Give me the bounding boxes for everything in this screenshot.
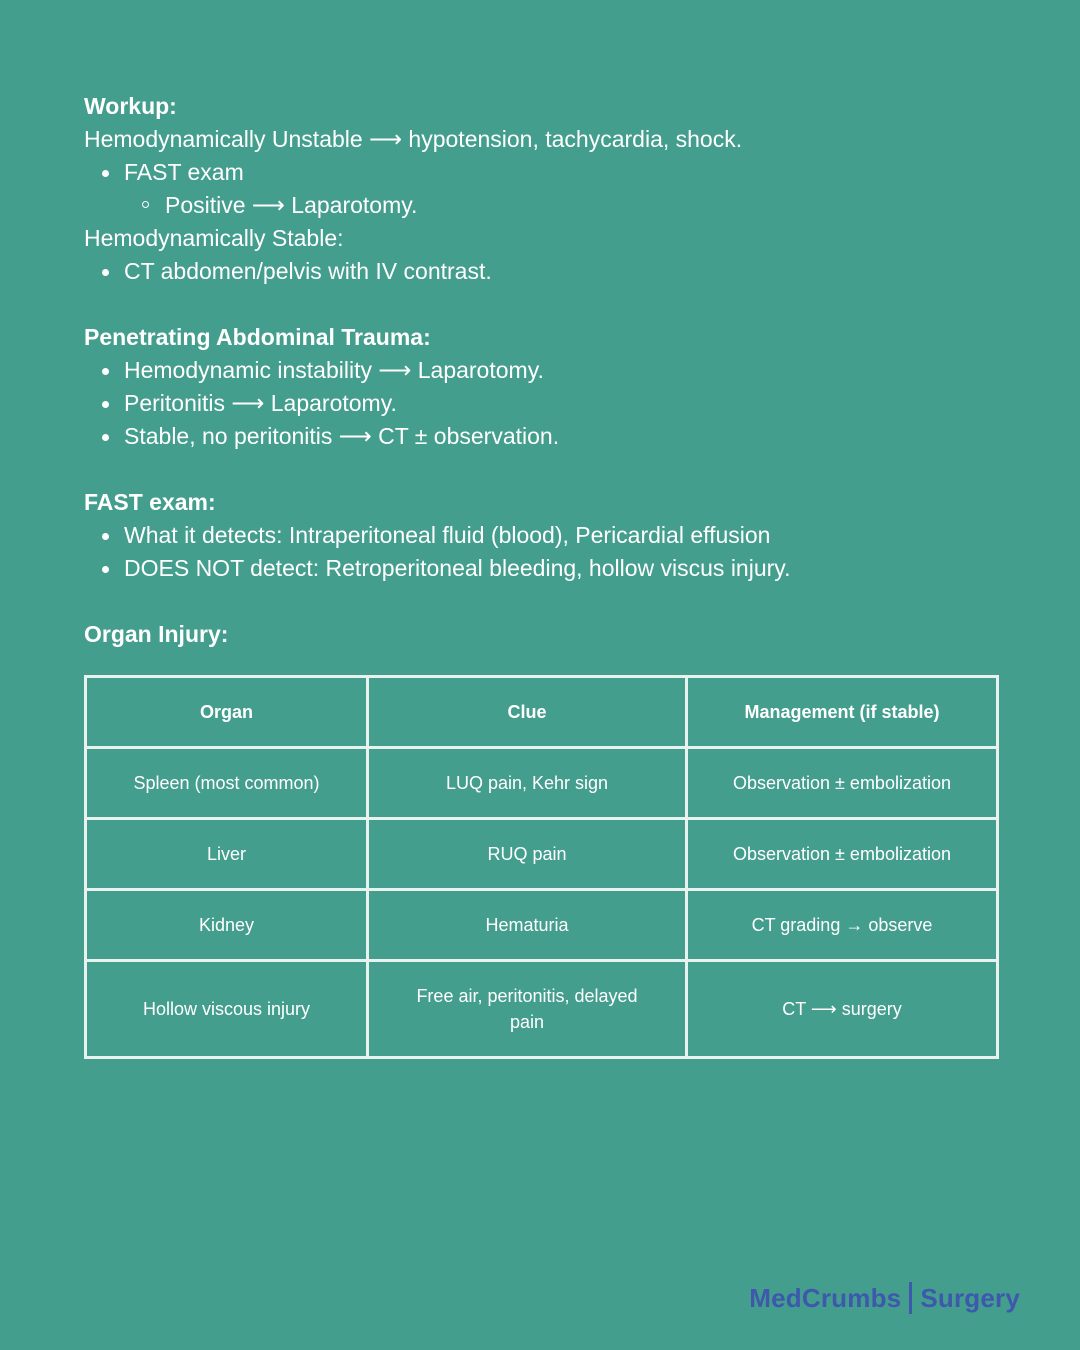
column-header-organ: Organ bbox=[86, 677, 368, 748]
workup-unstable-bullet: FAST exam bbox=[84, 156, 996, 189]
table-cell: LUQ pain, Kehr sign bbox=[368, 748, 687, 819]
table-cell: RUQ pain bbox=[368, 819, 687, 890]
table-row bbox=[86, 819, 998, 890]
table-cell: Free air, peritonitis, delayed pain bbox=[368, 961, 687, 1058]
table-cell: Hollow viscous injury bbox=[86, 961, 368, 1058]
table-cell: Spleen (most common) bbox=[86, 748, 368, 819]
organ-injury-title: Organ Injury: bbox=[84, 621, 229, 647]
workup-title: Workup: bbox=[84, 93, 177, 119]
table-cell: CT ⟶ surgery bbox=[687, 961, 998, 1058]
list-item: Stable, no peritonitis ⟶ CT ± observation. bbox=[84, 420, 996, 453]
penetrating-title: Penetrating Abdominal Trauma: bbox=[84, 324, 431, 350]
fast-title: FAST exam: bbox=[84, 489, 216, 515]
workup-unstable-sub-bullet: Positive ⟶ Laparotomy. bbox=[84, 189, 996, 222]
table-row bbox=[86, 961, 998, 1058]
table-row bbox=[86, 748, 998, 819]
workup-stable-line: Hemodynamically Stable: bbox=[84, 225, 344, 251]
workup-unstable-sublist bbox=[84, 189, 996, 222]
brand-name: MedCrumbs bbox=[749, 1283, 902, 1313]
brand-section: Surgery bbox=[920, 1283, 1020, 1313]
table-cell: Liver bbox=[86, 819, 368, 890]
workup-stable-list bbox=[84, 255, 996, 288]
table-cell: Observation ± embolization bbox=[687, 748, 998, 819]
table-cell: CT grading → observe bbox=[687, 890, 998, 961]
organ-injury-table bbox=[84, 675, 999, 1059]
table-cell: Kidney bbox=[86, 890, 368, 961]
fast-list bbox=[84, 519, 996, 585]
notes-content bbox=[84, 90, 996, 651]
list-item: DOES NOT detect: Retroperitoneal bleeding, hollow viscus injury. bbox=[84, 552, 996, 585]
list-item: What it detects: Intraperitoneal fluid (blood), Pericardial effusion bbox=[84, 519, 996, 552]
workup-unstable-list bbox=[84, 156, 996, 189]
workup-stable-bullet: CT abdomen/pelvis with IV contrast. bbox=[84, 255, 996, 288]
table-header-row bbox=[86, 677, 998, 748]
list-item: Peritonitis ⟶ Laparotomy. bbox=[84, 387, 996, 420]
column-header-clue: Clue bbox=[368, 677, 687, 748]
table-cell: Hematuria bbox=[368, 890, 687, 961]
column-header-management: Management (if stable) bbox=[687, 677, 998, 748]
table-row bbox=[86, 890, 998, 961]
penetrating-list bbox=[84, 354, 996, 453]
brand-logo bbox=[749, 1283, 1020, 1316]
workup-unstable-line: Hemodynamically Unstable ⟶ hypotension, tachycardia, shock. bbox=[84, 126, 743, 152]
table-cell: Observation ± embolization bbox=[687, 819, 998, 890]
brand-divider bbox=[909, 1282, 912, 1314]
list-item: Hemodynamic instability ⟶ Laparotomy. bbox=[84, 354, 996, 387]
